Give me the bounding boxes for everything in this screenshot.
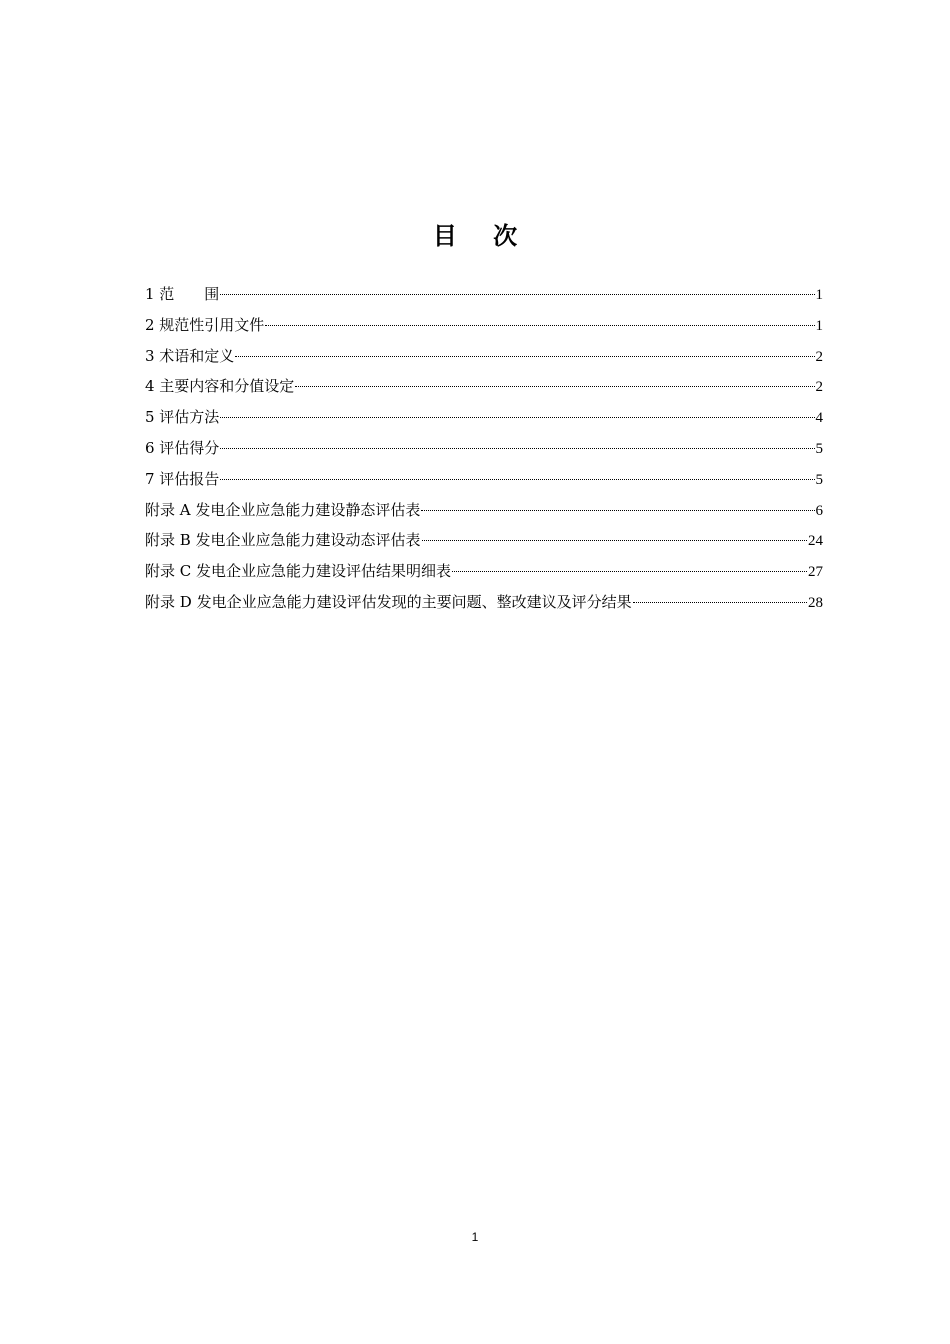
toc-entry-page: 5 bbox=[815, 471, 823, 488]
toc-entry-appendix-d[interactable] bbox=[145, 590, 823, 621]
toc-dot-leader bbox=[235, 356, 814, 357]
toc-dot-leader bbox=[220, 294, 814, 295]
toc-entry-label: 5 评估方法 bbox=[145, 408, 220, 427]
toc-entry-label: 附录 C 发电企业应急能力建设评估结果明细表 bbox=[145, 562, 452, 581]
toc-dot-leader bbox=[422, 540, 807, 541]
toc-entry-appendix-c[interactable] bbox=[145, 559, 823, 590]
toc-entry-label: 1 范 围 bbox=[145, 285, 220, 303]
toc-dot-leader bbox=[633, 602, 807, 603]
table-of-contents bbox=[145, 282, 823, 621]
page-title: 目 次 bbox=[432, 221, 532, 251]
toc-entry-label: 6 评估得分 bbox=[145, 438, 220, 457]
toc-dot-leader bbox=[220, 417, 814, 418]
toc-dot-leader bbox=[452, 571, 807, 572]
toc-entry-appendix-a[interactable] bbox=[145, 498, 823, 529]
toc-entry-page: 24 bbox=[808, 533, 823, 550]
page-number: 1 bbox=[471, 1230, 479, 1244]
toc-entry-page: 2 bbox=[815, 379, 823, 396]
toc-entry-normative-references[interactable] bbox=[145, 313, 823, 344]
toc-entry-page: 28 bbox=[808, 594, 823, 611]
toc-entry-page: 6 bbox=[815, 502, 823, 519]
toc-entry-page: 2 bbox=[815, 348, 823, 365]
toc-entry-page: 1 bbox=[815, 287, 823, 303]
toc-entry-label: 7 评估报告 bbox=[145, 469, 220, 488]
toc-entry-assessment-score[interactable] bbox=[145, 436, 823, 467]
toc-dot-leader bbox=[421, 510, 814, 511]
toc-entry-scope[interactable] bbox=[145, 282, 823, 313]
toc-entry-label: 3 术语和定义 bbox=[145, 346, 235, 365]
toc-entry-assessment-report[interactable] bbox=[145, 467, 823, 498]
toc-entry-terms-definitions[interactable] bbox=[145, 344, 823, 375]
toc-entry-label: 附录 A 发电企业应急能力建设静态评估表 bbox=[145, 500, 421, 519]
toc-entry-label: 2 规范性引用文件 bbox=[145, 315, 265, 334]
toc-entry-label: 4 主要内容和分值设定 bbox=[145, 377, 295, 396]
toc-entry-page: 27 bbox=[808, 564, 823, 581]
toc-dot-leader bbox=[295, 386, 814, 387]
toc-dot-leader bbox=[265, 325, 814, 326]
toc-entry-page: 1 bbox=[815, 317, 823, 334]
toc-dot-leader bbox=[220, 479, 814, 480]
toc-entry-assessment-method[interactable] bbox=[145, 405, 823, 436]
toc-entry-page: 5 bbox=[815, 440, 823, 457]
toc-dot-leader bbox=[220, 448, 814, 449]
toc-entry-page: 4 bbox=[815, 410, 823, 427]
toc-entry-appendix-b[interactable] bbox=[145, 528, 823, 559]
toc-entry-main-content[interactable] bbox=[145, 374, 823, 405]
toc-entry-label: 附录 D 发电企业应急能力建设评估发现的主要问题、整改建议及评分结果 bbox=[145, 592, 632, 611]
toc-entry-label: 附录 B 发电企业应急能力建设动态评估表 bbox=[145, 531, 421, 550]
